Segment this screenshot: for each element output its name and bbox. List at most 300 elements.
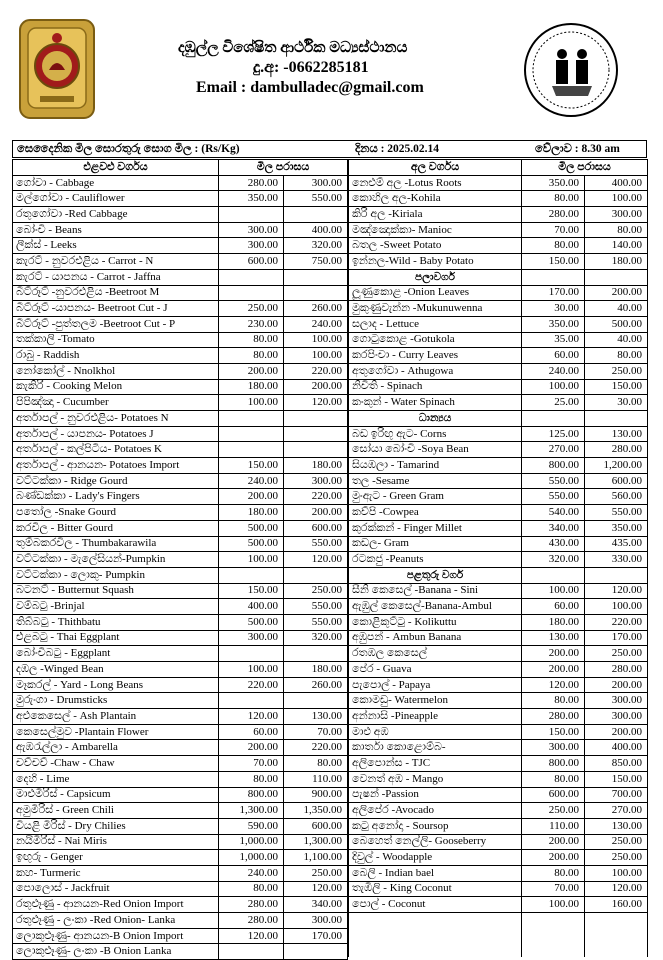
item-name: මාළුමිරිස් - Capsicum (13, 787, 219, 803)
empty-row (349, 928, 648, 943)
table-row (13, 505, 348, 521)
min-price: 800.00 (219, 787, 284, 803)
item-name: බෙහෙත් නෙල්ලි- Gooseberry (349, 834, 522, 850)
min-price: 100.00 (522, 583, 585, 599)
table-row (349, 599, 648, 615)
min-price (219, 646, 284, 662)
max-price: 300.00 (284, 473, 348, 489)
item-name: කෙසෙල්මුව -Plantain Flower (13, 724, 219, 740)
centre-seal-logo (522, 20, 620, 120)
table-row (13, 552, 348, 568)
item-name: චව්චව් -Chaw - Chaw (13, 756, 219, 772)
table-row (349, 348, 648, 364)
empty-cell (585, 928, 648, 943)
table-row (349, 191, 648, 207)
max-price: 130.00 (284, 709, 348, 725)
table-row (13, 238, 348, 254)
min-price: 30.00 (522, 301, 585, 317)
min-price: 150.00 (522, 724, 585, 740)
max-price: 200.00 (585, 285, 648, 301)
min-price: 120.00 (219, 709, 284, 725)
min-price: 180.00 (219, 379, 284, 395)
table-row (13, 834, 348, 850)
max-price: 600.00 (284, 520, 348, 536)
min-price (219, 269, 284, 285)
table-row (13, 724, 348, 740)
table-row (349, 646, 648, 662)
max-price: 550.00 (585, 505, 648, 521)
min-price: 240.00 (219, 473, 284, 489)
item-name: දිවුල් - Woodapple (349, 850, 522, 866)
item-name: රතුළූණු - ආනයන-Red Onion Import (13, 897, 219, 913)
max-price: 1,300.00 (284, 834, 348, 850)
min-price: 70.00 (522, 881, 585, 897)
max-price: 270.00 (585, 803, 648, 819)
min-price: 300.00 (522, 740, 585, 756)
item-name: කිරි අල -Kiriala (349, 207, 522, 223)
table-row (13, 442, 348, 458)
min-price: 1,000.00 (219, 850, 284, 866)
max-price: 280.00 (585, 662, 648, 678)
min-price: 350.00 (219, 191, 284, 207)
min-price: 180.00 (522, 614, 585, 630)
letterhead (8, 4, 655, 137)
empty-cell (585, 942, 648, 957)
item-name: පේර - Guava (349, 662, 522, 678)
time-label: වේලාව : 8.30 am (535, 143, 620, 155)
table-row (349, 536, 648, 552)
title-block (178, 38, 518, 98)
empty-cell (585, 913, 648, 928)
item-name: රතුළූණු - ලංකා -Red Onion- Lanka (13, 913, 219, 929)
max-price: 140.00 (585, 238, 648, 254)
min-price: 240.00 (522, 363, 585, 379)
min-price: 200.00 (219, 363, 284, 379)
max-price: 170.00 (585, 630, 648, 646)
min-price: 200.00 (522, 834, 585, 850)
item-name: අලිපේර -Avocado (349, 803, 522, 819)
max-price (284, 646, 348, 662)
table-row (13, 269, 348, 285)
min-price: 250.00 (219, 301, 284, 317)
item-name: මුංඇට - Green Gram (349, 489, 522, 505)
item-name: කොළිකුට්ටු - Kolikuttu (349, 614, 522, 630)
min-price: 150.00 (219, 583, 284, 599)
min-price: 250.00 (522, 803, 585, 819)
min-price: 500.00 (219, 520, 284, 536)
table-row (13, 536, 348, 552)
table-row (349, 301, 648, 317)
item-name: කොහිල අල-Kohila (349, 191, 522, 207)
item-name: පතෝල -Snake Gourd (13, 505, 219, 521)
min-price: 340.00 (522, 520, 585, 536)
item-name: රතුගෝවා -Red Cabbage (13, 207, 219, 223)
min-price: 280.00 (522, 207, 585, 223)
item-name: බණ්ඩක්කා - Lady's Fingers (13, 489, 219, 505)
min-price: 550.00 (522, 473, 585, 489)
item-name: මුරුංගා - Drumsticks (13, 693, 219, 709)
max-price: 435.00 (585, 536, 648, 552)
item-name: බෙලි - Indian bael (349, 865, 522, 881)
max-price: 750.00 (284, 254, 348, 270)
table-row (13, 928, 348, 944)
min-price: 500.00 (219, 536, 284, 552)
min-price: 550.00 (522, 489, 585, 505)
item-name: කටු අනෝදා - Soursop (349, 818, 522, 834)
max-price (284, 285, 348, 301)
empty-cell (349, 928, 522, 943)
max-price: 550.00 (284, 614, 348, 630)
max-price: 250.00 (585, 363, 648, 379)
item-name: වෙනත් අඹ - Mango (349, 771, 522, 787)
price-range-header: මිල පරාසය (522, 160, 648, 176)
max-price: 400.00 (585, 175, 648, 191)
item-name: අන්නාසි -Pineapple (349, 709, 522, 725)
table-row (13, 693, 348, 709)
item-name: කරපිංචා - Curry Leaves (349, 348, 522, 364)
center-title: දඹුල්ල විශේෂිත ආර්ථික මධ්‍යස්ථානය (178, 40, 408, 56)
other-produce-price-table (348, 159, 648, 957)
empty-cell (585, 567, 648, 583)
table-row (349, 583, 648, 599)
table-row (13, 191, 348, 207)
item-name: බටනට් - Butternut Squash (13, 583, 219, 599)
item-name: සියඹලා - Tamarind (349, 458, 522, 474)
max-price: 500.00 (585, 316, 648, 332)
category-label: පලාවර්ග (349, 269, 522, 285)
table-row (13, 740, 348, 756)
item-name: මෑකරල් - Yard - Long Beans (13, 677, 219, 693)
table-row (349, 756, 648, 772)
category-label: ධාන්‍යය (349, 411, 522, 427)
item-name: තිබ්බටු - Thithbatu (13, 614, 219, 630)
item-name: අර්තාපල් - කල්පිටිය- Potatoes K (13, 442, 219, 458)
item-name: සීනි කෙසෙල් -Banana - Sini (349, 583, 522, 599)
min-price (219, 693, 284, 709)
min-price: 130.00 (522, 630, 585, 646)
max-price: 250.00 (585, 850, 648, 866)
table-row (349, 724, 648, 740)
table-row (13, 897, 348, 913)
table-row (349, 458, 648, 474)
min-price: 200.00 (219, 489, 284, 505)
min-price: 500.00 (219, 614, 284, 630)
max-price: 200.00 (284, 505, 348, 521)
min-price: 180.00 (219, 505, 284, 521)
min-price: 170.00 (522, 285, 585, 301)
min-price: 70.00 (522, 222, 585, 238)
max-price: 260.00 (284, 301, 348, 317)
item-name: නිවිති - Spinach (349, 379, 522, 395)
min-price: 200.00 (522, 646, 585, 662)
item-name: කොමඩු- Watermelon (349, 693, 522, 709)
max-price: 100.00 (284, 348, 348, 364)
table-row (13, 489, 348, 505)
item-name: වම්බටු -Brinjal (13, 599, 219, 615)
emblem-logo (18, 18, 96, 120)
item-name: කැරට් - නුවරඑළිය - Carrot - N (13, 254, 219, 270)
item-name: ඇඹරැල්ලා - Ambarella (13, 740, 219, 756)
min-price (219, 426, 284, 442)
item-name: ලූණුකොළ -Onion Leaves (349, 285, 522, 301)
item-name: සලාද - Lettuce (349, 316, 522, 332)
table-row (13, 630, 348, 646)
item-name: දෙහි - Lime (13, 771, 219, 787)
table-row (13, 803, 348, 819)
empty-row (349, 913, 648, 928)
empty-cell (585, 411, 648, 427)
max-price (284, 269, 348, 285)
item-name: ලොකුළූණු- ආනයන-B Onion Import (13, 928, 219, 944)
min-price: 110.00 (522, 818, 585, 834)
table-row (13, 379, 348, 395)
item-name: වට්ටක්කා - Ridge Gourd (13, 473, 219, 489)
item-name: ඇඹුල් කෙසෙල්-Banana-Ambul (349, 599, 522, 615)
price-sheet (8, 4, 655, 958)
vegetable-price-table (12, 159, 348, 960)
table-row (349, 897, 648, 913)
min-price: 80.00 (219, 771, 284, 787)
max-price: 700.00 (585, 787, 648, 803)
table-row (349, 818, 648, 834)
max-price: 30.00 (585, 395, 648, 411)
max-price: 80.00 (284, 756, 348, 772)
max-price: 180.00 (284, 662, 348, 678)
max-price: 220.00 (284, 740, 348, 756)
table-row (349, 662, 648, 678)
min-price: 80.00 (219, 348, 284, 364)
table-row (349, 709, 648, 725)
table-row (13, 254, 348, 270)
max-price (284, 693, 348, 709)
table-row (13, 818, 348, 834)
table-row (349, 850, 648, 866)
max-price: 40.00 (585, 332, 648, 348)
max-price (284, 207, 348, 223)
table-row (13, 411, 348, 427)
table-row (349, 614, 648, 630)
empty-cell (522, 913, 585, 928)
max-price: 200.00 (585, 724, 648, 740)
min-price: 280.00 (219, 175, 284, 191)
item-name: ලීක්ස් - Leeks (13, 238, 219, 254)
table-row (349, 693, 648, 709)
min-price: 80.00 (522, 238, 585, 254)
min-price: 430.00 (522, 536, 585, 552)
max-price: 110.00 (284, 771, 348, 787)
min-price: 70.00 (219, 756, 284, 772)
table-row (13, 599, 348, 615)
min-price: 400.00 (219, 599, 284, 615)
max-price: 260.00 (284, 677, 348, 693)
category-row (349, 269, 648, 285)
table-row (349, 363, 648, 379)
item-name: රටකජු -Peanuts (349, 552, 522, 568)
max-price: 340.00 (284, 897, 348, 913)
table-row (13, 473, 348, 489)
item-name: ඉඟුරු - Genger (13, 850, 219, 866)
table-row (349, 222, 648, 238)
min-price: 280.00 (219, 913, 284, 929)
min-price: 240.00 (219, 865, 284, 881)
table-row (13, 348, 348, 364)
min-price: 200.00 (219, 740, 284, 756)
min-price: 35.00 (522, 332, 585, 348)
max-price: 120.00 (585, 881, 648, 897)
vegetable-column-header: එළවළු වර්ගය (13, 160, 219, 176)
date-label: දිනය : 2025.02.14 (355, 143, 440, 155)
max-price: 40.00 (585, 301, 648, 317)
item-name: නෝකෝල් - Nnolkhol (13, 363, 219, 379)
min-price: 590.00 (219, 818, 284, 834)
price-range-header: මිල පරාසය (219, 160, 348, 176)
price-label: සෙදෛනික මිල සොරතුරු සොග මිල : (Rs/Kg) (17, 143, 240, 155)
max-price: 180.00 (284, 458, 348, 474)
table-row (349, 803, 648, 819)
max-price: 160.00 (585, 897, 648, 913)
max-price: 240.00 (284, 316, 348, 332)
max-price: 550.00 (284, 536, 348, 552)
item-name: නෙළුම් අල -Lotus Roots (349, 175, 522, 191)
empty-cell (522, 411, 585, 427)
table-row (13, 458, 348, 474)
max-price: 80.00 (585, 348, 648, 364)
table-row (13, 175, 348, 191)
table-row (13, 567, 348, 583)
max-price: 120.00 (284, 881, 348, 897)
max-price: 280.00 (585, 442, 648, 458)
min-price: 300.00 (219, 222, 284, 238)
table-row (13, 709, 348, 725)
min-price: 100.00 (219, 395, 284, 411)
min-price: 800.00 (522, 458, 585, 474)
max-price: 550.00 (284, 599, 348, 615)
min-price: 60.00 (219, 724, 284, 740)
item-name: පිපිඤ්ඤා - Cucumber (13, 395, 219, 411)
empty-cell (522, 942, 585, 957)
min-price: 125.00 (522, 426, 585, 442)
min-price: 25.00 (522, 395, 585, 411)
max-price: 1,350.00 (284, 803, 348, 819)
table-row (13, 207, 348, 223)
table-row (349, 379, 648, 395)
min-price: 100.00 (522, 897, 585, 913)
max-price (284, 442, 348, 458)
min-price: 200.00 (522, 850, 585, 866)
max-price: 1,200.00 (585, 458, 648, 474)
max-price: 300.00 (284, 913, 348, 929)
table-row (13, 614, 348, 630)
min-price: 350.00 (522, 175, 585, 191)
table-row (349, 207, 648, 223)
table-row (13, 756, 348, 772)
max-price: 100.00 (585, 865, 648, 881)
min-price: 800.00 (522, 756, 585, 772)
max-price: 400.00 (284, 222, 348, 238)
min-price: 60.00 (522, 348, 585, 364)
item-name: බීට්රූට් -යාපනය- Beetroot Cut - J (13, 301, 219, 317)
item-name: තක්කාලි -Tomato (13, 332, 219, 348)
info-bar (12, 140, 647, 158)
max-price: 1,100.00 (284, 850, 348, 866)
item-name: අර්තාපල් - යාපනය- Potatoes J (13, 426, 219, 442)
min-price: 200.00 (522, 662, 585, 678)
item-name: අමුමිරිස් - Green Chili (13, 803, 219, 819)
max-price: 320.00 (284, 630, 348, 646)
table-row (349, 316, 648, 332)
item-name: රාබු - Raddish (13, 348, 219, 364)
table-row (13, 787, 348, 803)
min-price: 220.00 (219, 677, 284, 693)
item-name: තැඹිලි - King Coconut (349, 881, 522, 897)
table-row (13, 426, 348, 442)
phone-number: දු.අ: -0662285181 (253, 59, 369, 76)
table-row (13, 363, 348, 379)
min-price: 100.00 (219, 552, 284, 568)
min-price: 100.00 (522, 379, 585, 395)
item-name: වියළි මිරිස් - Dry Chilies (13, 818, 219, 834)
table-row (13, 913, 348, 929)
min-price: 300.00 (219, 238, 284, 254)
min-price: 280.00 (522, 709, 585, 725)
min-price: 280.00 (219, 897, 284, 913)
table-row (13, 662, 348, 678)
max-price: 220.00 (284, 489, 348, 505)
table-row (13, 332, 348, 348)
min-price (219, 567, 284, 583)
table-row (349, 505, 648, 521)
max-price: 120.00 (284, 395, 348, 411)
max-price: 850.00 (585, 756, 648, 772)
max-price: 100.00 (284, 332, 348, 348)
max-price: 100.00 (585, 191, 648, 207)
max-price: 300.00 (585, 709, 648, 725)
item-name: කැරට් - යාපනය - Carrot - Jaffna (13, 269, 219, 285)
table-row (13, 222, 348, 238)
max-price: 220.00 (284, 363, 348, 379)
max-price: 300.00 (284, 175, 348, 191)
empty-cell (522, 269, 585, 285)
min-price (219, 442, 284, 458)
item-name: වට්ටක්කා - ලොකු- Pumpkin (13, 567, 219, 583)
max-price: 250.00 (284, 583, 348, 599)
min-price (219, 285, 284, 301)
min-price: 60.00 (522, 599, 585, 615)
max-price: 120.00 (585, 583, 648, 599)
item-name: කංකුන් - Water Spinach (349, 395, 522, 411)
min-price: 80.00 (522, 693, 585, 709)
item-name: කැකිරි - Cooking Melon (13, 379, 219, 395)
item-name: දඹල -Winged Bean (13, 662, 219, 678)
item-name: කුරක්කන් - Finger Millet (349, 520, 522, 536)
max-price: 130.00 (585, 818, 648, 834)
max-price: 170.00 (284, 928, 348, 944)
min-price: 600.00 (522, 787, 585, 803)
max-price: 120.00 (284, 552, 348, 568)
item-name: බීට්රූට් -නුවරඑළිය -Beetroot M (13, 285, 219, 301)
max-price: 900.00 (284, 787, 348, 803)
max-price (284, 411, 348, 427)
table-row (13, 583, 348, 599)
min-price: 150.00 (522, 254, 585, 270)
item-name: තල -Sesame (349, 473, 522, 489)
item-name: තුම්බකරවිල - Thumbakarawila (13, 536, 219, 552)
table-row (349, 771, 648, 787)
min-price: 1,000.00 (219, 834, 284, 850)
max-price: 300.00 (585, 207, 648, 223)
table-row (349, 332, 648, 348)
item-name: මාළු අඹ (349, 724, 522, 740)
